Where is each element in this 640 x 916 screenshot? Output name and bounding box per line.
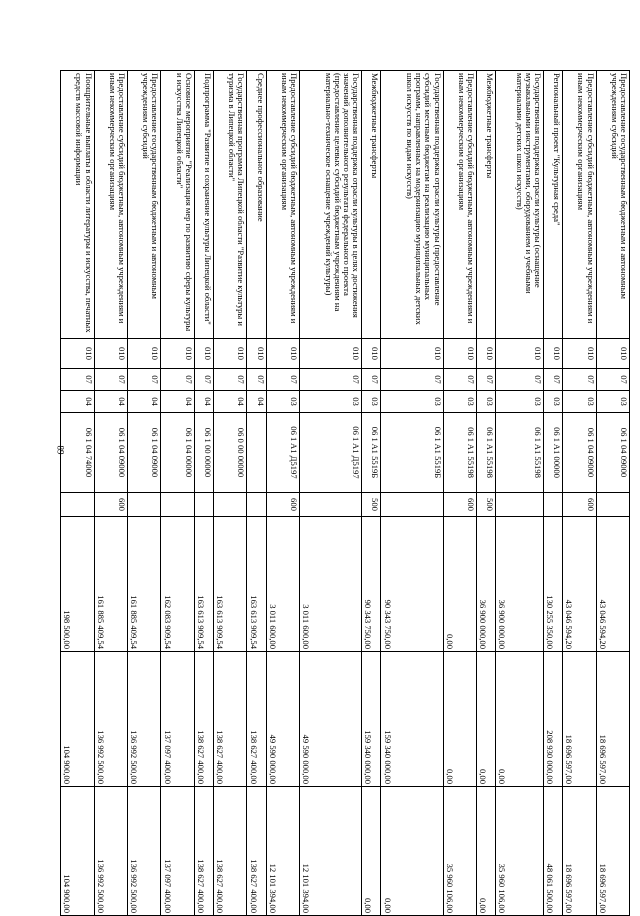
expense-type-cell <box>214 493 247 517</box>
amount-year3-cell: 12 101 394,00 <box>266 787 299 916</box>
amount-year1-cell: 162 083 909,54 <box>161 517 194 652</box>
subsection-cell: 03 <box>381 391 443 413</box>
amount-year3-cell: 137 097 400,00 <box>161 787 194 916</box>
subsection-cell: 04 <box>61 391 95 413</box>
row-name-cell: Государственная поддержка отрасли культуры (оснащение музыкальными инструментами, оборудованием и учебными материалами детских школ искусств) <box>496 71 544 339</box>
target-code-cell: 06 1 04 09000 <box>128 413 161 493</box>
amount-year2-cell: 138 627 400,00 <box>214 652 247 787</box>
expense-type-cell <box>596 493 629 517</box>
expense-type-cell <box>496 493 544 517</box>
ministry-code-cell: 010 <box>596 339 629 369</box>
amount-year1-cell: 161 885 409,54 <box>128 517 161 652</box>
row-name-cell: Поощрительные выплаты в области литературы и искусства, печатных средств массовой информации <box>61 71 95 339</box>
rotated-table-area <box>60 70 640 913</box>
subsection-cell: 03 <box>596 391 629 413</box>
table-row <box>443 71 476 916</box>
subsection-cell: 04 <box>128 391 161 413</box>
subsection-cell: 03 <box>477 391 496 413</box>
amount-year1-cell: 163 613 909,54 <box>194 517 213 652</box>
target-code-cell: 06 1 A1 Д5197 <box>300 413 362 493</box>
table-row <box>94 71 127 916</box>
amount-year3-cell: 35 960 106,00 <box>443 787 476 916</box>
ministry-code-cell: 010 <box>543 339 562 369</box>
target-code-cell: 06 0 00 00000 <box>214 413 247 493</box>
ministry-code-cell: 010 <box>362 339 381 369</box>
amount-year2-cell: 49 590 000,00 <box>266 652 299 787</box>
section-cell: 07 <box>94 369 127 391</box>
target-code-cell <box>247 413 266 493</box>
subsection-cell: 03 <box>563 391 596 413</box>
subsection-cell: 03 <box>443 391 476 413</box>
table-row <box>563 71 596 916</box>
subsection-cell: 04 <box>194 391 213 413</box>
row-name-cell: Основное мероприятие "Реализация мер по развитию сферы культуры и искусства Липецкой области" <box>161 71 194 339</box>
amount-year3-cell: 35 960 106,00 <box>496 787 544 916</box>
subsection-cell: 03 <box>496 391 544 413</box>
row-name-cell: Региональный проект "Культурная среда" <box>543 71 562 339</box>
amount-year1-cell: 90 343 750,00 <box>381 517 443 652</box>
amount-year3-cell: 0,00 <box>381 787 443 916</box>
amount-year1-cell: 43 046 594,20 <box>596 517 629 652</box>
section-cell: 07 <box>543 369 562 391</box>
amount-year1-cell: 3 011 600,00 <box>266 517 299 652</box>
row-name-cell: Предоставление субсидий бюджетным, автономным учреждениям и иным некоммерческим организациям <box>94 71 127 339</box>
expense-type-cell <box>161 493 194 517</box>
table-body <box>61 71 630 916</box>
section-cell: 07 <box>266 369 299 391</box>
expense-type-cell <box>300 493 362 517</box>
subsection-cell: 03 <box>362 391 381 413</box>
amount-year3-cell: 136 992 500,00 <box>128 787 161 916</box>
section-cell: 07 <box>477 369 496 391</box>
amount-year2-cell: 0,00 <box>443 652 476 787</box>
page-number: 89 <box>55 445 66 455</box>
ministry-code-cell: 010 <box>563 339 596 369</box>
amount-year1-cell: 0,00 <box>443 517 476 652</box>
amount-year3-cell: 48 061 500,00 <box>543 787 562 916</box>
subsection-cell: 04 <box>247 391 266 413</box>
amount-year3-cell: 0,00 <box>362 787 381 916</box>
expense-type-cell: 600 <box>443 493 476 517</box>
section-cell: 07 <box>563 369 596 391</box>
amount-year1-cell: 3 011 600,00 <box>300 517 362 652</box>
section-cell: 07 <box>596 369 629 391</box>
amount-year3-cell: 12 101 394,00 <box>300 787 362 916</box>
amount-year2-cell: 208 930 000,00 <box>543 652 562 787</box>
table-row <box>596 71 629 916</box>
table-row <box>477 71 496 916</box>
target-code-cell: 06 1 04 09000 <box>94 413 127 493</box>
amount-year2-cell: 0,00 <box>496 652 544 787</box>
table-row <box>214 71 247 916</box>
amount-year3-cell: 104 900,00 <box>61 787 95 916</box>
subsection-cell: 03 <box>266 391 299 413</box>
expense-type-cell <box>543 493 562 517</box>
table-row <box>161 71 194 916</box>
ministry-code-cell: 010 <box>496 339 544 369</box>
table-row <box>247 71 266 916</box>
budget-table <box>60 70 630 916</box>
amount-year2-cell: 138 627 400,00 <box>247 652 266 787</box>
target-code-cell: 06 1 04 74000 <box>61 413 95 493</box>
ministry-code-cell: 010 <box>381 339 443 369</box>
amount-year1-cell: 198 500,00 <box>61 517 95 652</box>
table-row <box>194 71 213 916</box>
table-row <box>381 71 443 916</box>
amount-year2-cell: 136 992 500,00 <box>128 652 161 787</box>
amount-year1-cell: 90 343 750,00 <box>362 517 381 652</box>
row-name-cell: Предоставление субсидий бюджетным, автономным учреждениям и иным некоммерческим организациям <box>443 71 476 339</box>
section-cell: 07 <box>214 369 247 391</box>
amount-year1-cell: 36 900 000,00 <box>496 517 544 652</box>
row-name-cell: Государственная программа Липецкой области "Развитие культуры и туризма в Липецкой области" <box>214 71 247 339</box>
target-code-cell: 06 1 A1 00000 <box>543 413 562 493</box>
amount-year1-cell: 130 255 350,00 <box>543 517 562 652</box>
expense-type-cell: 600 <box>563 493 596 517</box>
ministry-code-cell: 010 <box>443 339 476 369</box>
row-name-cell: Государственная поддержка отрасли культуры (предоставление субсидий местным бюджетам на реализацию муниципальных программ, направленных на модернизацию муниципальных детских школ искусств по видам искусств) <box>381 71 443 339</box>
table-row <box>61 71 95 916</box>
table-row <box>300 71 362 916</box>
ministry-code-cell: 010 <box>300 339 362 369</box>
row-name-cell: Среднее профессиональное образование <box>247 71 266 339</box>
row-name-cell: Предоставление государственным бюджетным и автономным учреждениям субсидий <box>128 71 161 339</box>
row-name-cell: Государственная поддержка отрасли культуры в целях достижения значений дополнительного результата федерального проекта (предоставление целевых субсидий бюджетным учреждениям на материально-техническое оснащение учреждений культуры) <box>300 71 362 339</box>
amount-year1-cell: 163 613 909,54 <box>214 517 247 652</box>
amount-year1-cell: 43 046 594,20 <box>563 517 596 652</box>
amount-year2-cell: 159 340 000,00 <box>381 652 443 787</box>
expense-type-cell: 600 <box>94 493 127 517</box>
row-name-cell: Предоставление субсидий бюджетным, автономным учреждениям и иным некоммерческим организациям <box>266 71 299 339</box>
section-cell: 07 <box>161 369 194 391</box>
ministry-code-cell: 010 <box>161 339 194 369</box>
subsection-cell: 04 <box>94 391 127 413</box>
amount-year2-cell: 18 696 597,00 <box>596 652 629 787</box>
target-code-cell: 06 1 A1 Д5197 <box>266 413 299 493</box>
expense-type-cell <box>381 493 443 517</box>
amount-year3-cell: 136 992 500,00 <box>94 787 127 916</box>
expense-type-cell: 600 <box>266 493 299 517</box>
expense-type-cell <box>194 493 213 517</box>
amount-year2-cell: 49 590 000,00 <box>300 652 362 787</box>
ministry-code-cell: 010 <box>214 339 247 369</box>
section-cell: 07 <box>362 369 381 391</box>
ministry-code-cell: 010 <box>194 339 213 369</box>
amount-year2-cell: 159 340 000,00 <box>362 652 381 787</box>
target-code-cell: 06 1 04 09000 <box>563 413 596 493</box>
row-name-cell: Межбюджетные трансферты <box>362 71 381 339</box>
table-row <box>362 71 381 916</box>
target-code-cell: 06 1 A1 55198 <box>443 413 476 493</box>
expense-type-cell <box>247 493 266 517</box>
row-name-cell: Предоставление государственным бюджетным и автономным учреждениям субсидий <box>596 71 629 339</box>
ministry-code-cell: 010 <box>247 339 266 369</box>
ministry-code-cell: 010 <box>477 339 496 369</box>
subsection-cell: 04 <box>214 391 247 413</box>
ministry-code-cell: 010 <box>94 339 127 369</box>
row-name-cell: Предоставление субсидий бюджетным, автономным учреждениям и иным некоммерческим организациям <box>563 71 596 339</box>
row-name-cell: Межбюджетные трансферты <box>477 71 496 339</box>
amount-year2-cell: 18 696 597,00 <box>563 652 596 787</box>
target-code-cell: 06 1 A1 55198 <box>477 413 496 493</box>
section-cell: 07 <box>300 369 362 391</box>
target-code-cell: 06 1 04 09000 <box>596 413 629 493</box>
section-cell: 07 <box>194 369 213 391</box>
amount-year2-cell: 138 627 400,00 <box>194 652 213 787</box>
table-row <box>266 71 299 916</box>
amount-year2-cell: 137 097 400,00 <box>161 652 194 787</box>
section-cell: 07 <box>128 369 161 391</box>
amount-year2-cell: 104 900,00 <box>61 652 95 787</box>
target-code-cell: 06 1 04 00000 <box>161 413 194 493</box>
section-cell: 07 <box>247 369 266 391</box>
expense-type-cell: 500 <box>362 493 381 517</box>
expense-type-cell <box>128 493 161 517</box>
amount-year1-cell: 36 900 000,00 <box>477 517 496 652</box>
subsection-cell: 03 <box>543 391 562 413</box>
rotated-table-wrapper <box>60 70 630 915</box>
amount-year2-cell: 136 992 500,00 <box>94 652 127 787</box>
ministry-code-cell: 010 <box>61 339 95 369</box>
target-code-cell: 06 1 A1 5519Б <box>381 413 443 493</box>
amount-year3-cell: 0,00 <box>477 787 496 916</box>
section-cell: 07 <box>443 369 476 391</box>
amount-year3-cell: 18 696 597,00 <box>563 787 596 916</box>
amount-year1-cell: 163 613 909,54 <box>247 517 266 652</box>
ministry-code-cell: 010 <box>128 339 161 369</box>
section-cell: 07 <box>61 369 95 391</box>
subsection-cell: 03 <box>300 391 362 413</box>
table-row <box>496 71 544 916</box>
section-cell: 07 <box>496 369 544 391</box>
ministry-code-cell: 010 <box>266 339 299 369</box>
amount-year1-cell: 161 885 409,54 <box>94 517 127 652</box>
section-cell: 07 <box>381 369 443 391</box>
row-name-cell: Подпрограмма "Развитие и сохранение культуры Липецкой области" <box>194 71 213 339</box>
table-row <box>128 71 161 916</box>
expense-type-cell <box>61 493 95 517</box>
amount-year3-cell: 138 627 400,00 <box>247 787 266 916</box>
amount-year2-cell: 0,00 <box>477 652 496 787</box>
amount-year3-cell: 138 627 400,00 <box>214 787 247 916</box>
amount-year3-cell: 18 696 597,00 <box>596 787 629 916</box>
target-code-cell: 06 1 A1 55198 <box>496 413 544 493</box>
subsection-cell: 04 <box>161 391 194 413</box>
target-code-cell: 06 1 00 00000 <box>194 413 213 493</box>
amount-year3-cell: 138 627 400,00 <box>194 787 213 916</box>
table-row <box>543 71 562 916</box>
expense-type-cell: 500 <box>477 493 496 517</box>
target-code-cell: 06 1 A1 5519Б <box>362 413 381 493</box>
